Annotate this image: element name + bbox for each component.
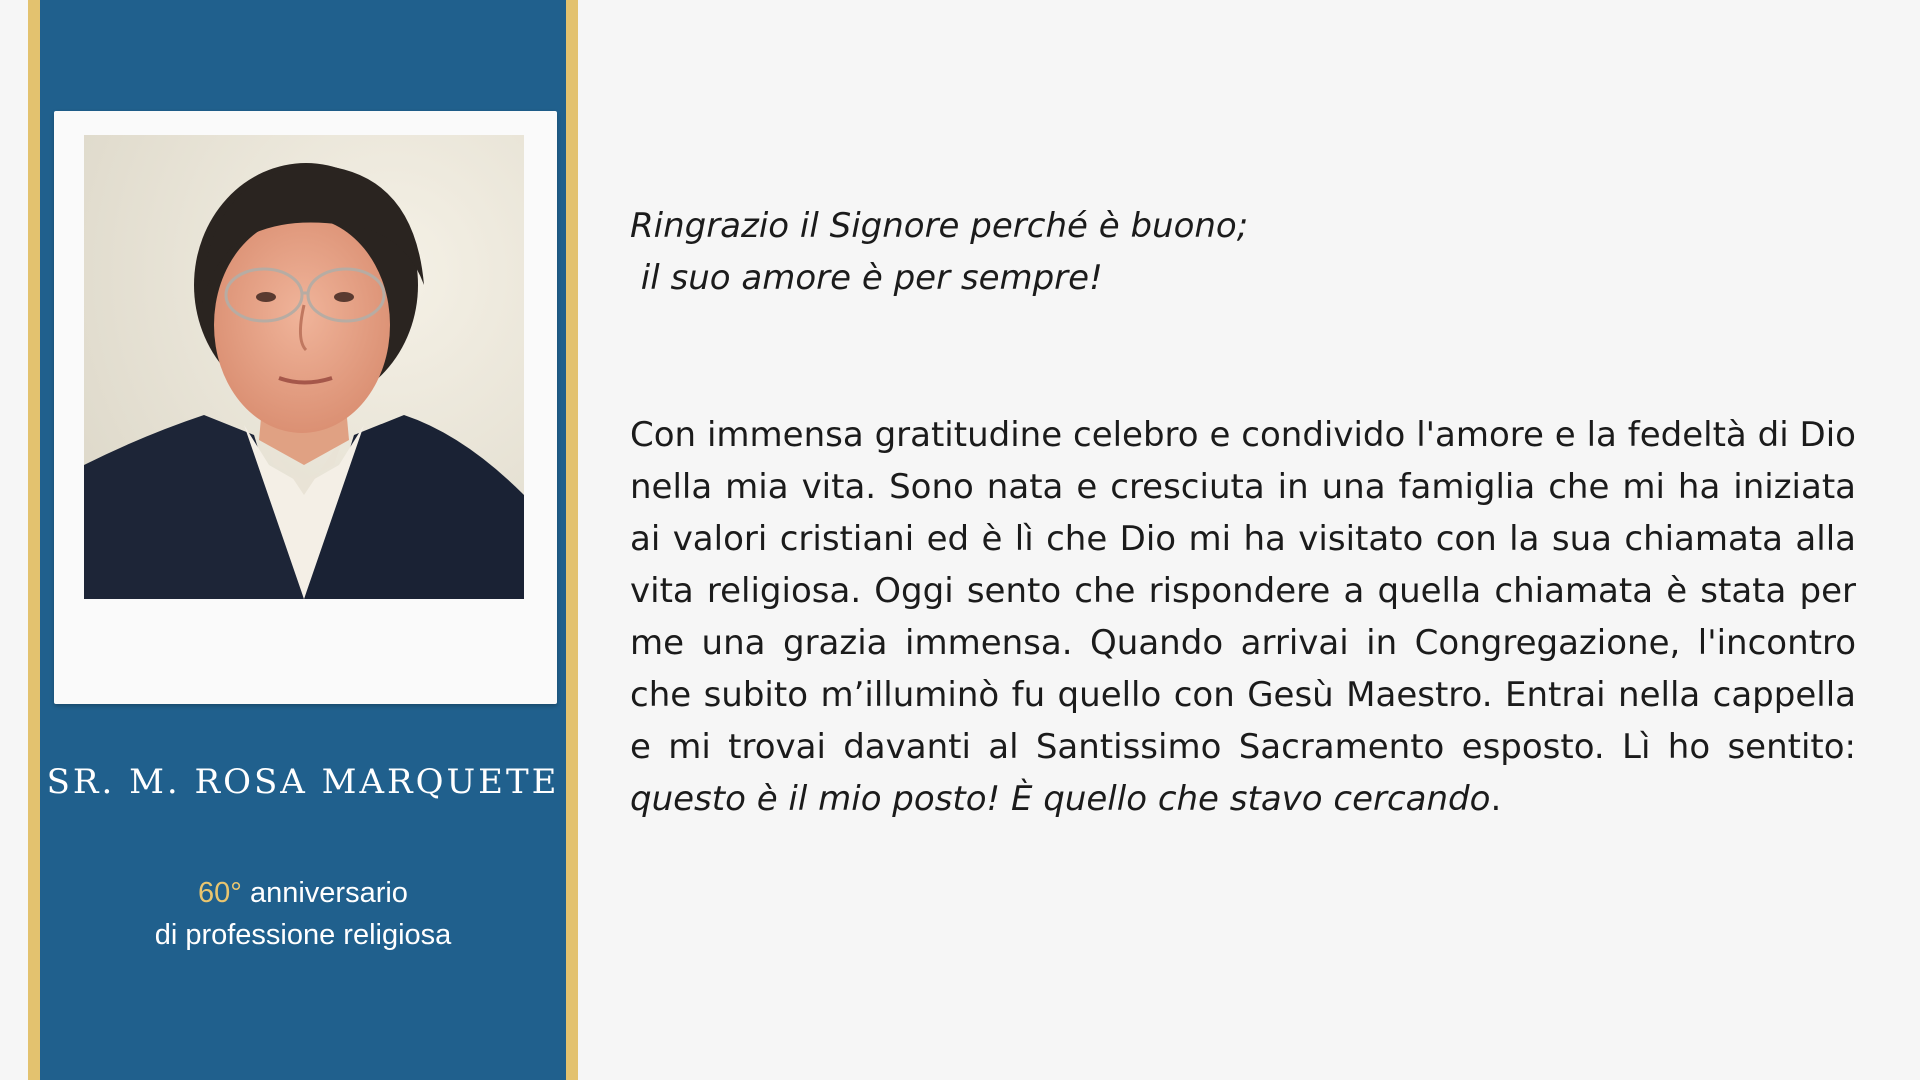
person-name: SR. M. ROSA MARQUETE [46, 762, 560, 802]
anniversary-line-2: di professione religiosa [154, 919, 452, 951]
portrait-illustration [84, 135, 524, 599]
testimony-italic-quote: questo è il mio posto! È quello che stavo cercando [630, 779, 1491, 819]
anniversary-word: anniversario [241, 877, 408, 909]
quote-line-1: Ringrazio il Signore perché è buono; [630, 206, 1249, 246]
polaroid-frame [54, 111, 557, 704]
testimony-paragraph [630, 409, 1856, 825]
testimony-text: Con immensa gratitudine celebro e condivido l'amore e la fedeltà di Dio nella mia vita. Sono nata e cresciuta in una famiglia che mi ha iniziata ai valori cristiani ed è lì che Dio mi ha visitato con la sua chiamata alla vita religiosa. Oggi sento che rispondere a quella chiamata è stata per me una grazia immensa. Quando arrivai in Congregazione, l'incontro che subito m’illuminò fu quello con Gesù Maestro. Entrai nella cappella e mi trovai davanti al Santissimo Sacramento esposto. Lì ho sentito: [630, 415, 1856, 767]
anniversary-line-1 [40, 872, 566, 914]
anniversary-number: 60° [198, 877, 242, 909]
quote-line-2: il suo amore è per sempre! [630, 258, 1103, 298]
testimony-end: . [1490, 779, 1502, 819]
gold-stripe-right [566, 0, 578, 1080]
anniversary-caption [40, 872, 566, 956]
gold-stripe-left [28, 0, 40, 1080]
opening-quote [630, 200, 1870, 304]
portrait-photo [84, 135, 524, 599]
